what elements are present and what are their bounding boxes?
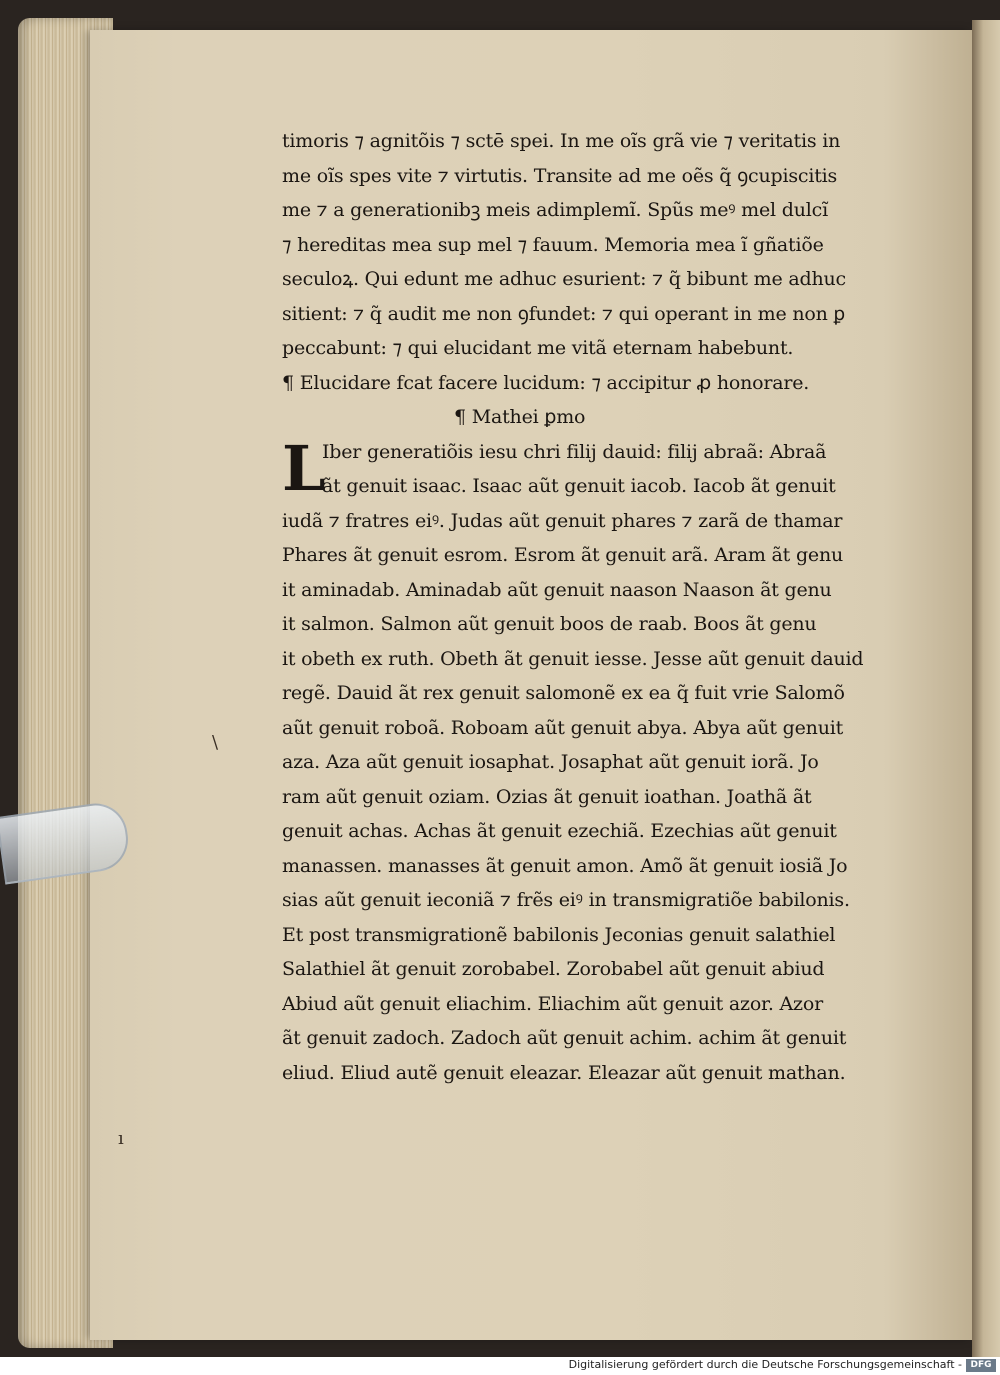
chapter-heading: ¶ Mathei ꝑmo [454, 406, 586, 428]
text-line: it obeth ex ruth. Obeth ãt genuit iesse. Jesse aũt genuit dauid [282, 647, 864, 670]
text-line: it aminadab. Aminadab aũt genuit naason Naason ãt genu [282, 578, 832, 601]
text-line: ⁊ hereditas mea sup mel ⁊ fauum. Memoria mea ĩ gñatiõe [282, 233, 824, 256]
text-line: iudã ⁊ fratres eiꝰ. Judas aũt genuit phares ⁊ zarã de thamar [282, 509, 843, 532]
footer-bar [0, 1357, 1000, 1375]
text-line: ãt genuit isaac. Isaac aũt genuit iacob. Iacob ãt genuit [322, 475, 836, 497]
text-line: it salmon. Salmon aũt genuit boos de raab. Boos ãt genu [282, 613, 817, 635]
margin-mark: \ [212, 732, 219, 753]
text-line: me oĩs spes vite ⁊ virtutis. Transite ad me oẽs q̃ ꝯcupiscitis [282, 164, 838, 187]
dfg-logo: DFG [966, 1359, 996, 1372]
text-line: Iber generatiõis iesu chri filij dauid: filij abraã: Abraã [322, 440, 827, 463]
first-paragraph [282, 431, 882, 505]
text-line: me ⁊ a generationibꝫ meis adimplemĩ. Spũs meꝰ mel dulcĩ [282, 199, 828, 221]
text-block [282, 124, 882, 1090]
text-line: Et post transmigrationẽ babilonis Jeconias genuit salathiel [282, 923, 836, 946]
drop-cap: L [282, 431, 326, 505]
text-line: ram aũt genuit oziam. Ozias ãt genuit ioathan. Joathã ãt [282, 785, 812, 808]
text-line: ãt genuit zadoch. Zadoch aũt genuit achim. achim ãt genuit [282, 1027, 847, 1049]
book-gutter [972, 20, 1000, 1357]
text-line: aũt genuit roboã. Roboam aũt genuit abya. Abya aũt genuit [282, 716, 844, 739]
text-line: sias aũt genuit ieconiã ⁊ frẽs eiꝰ in transmigratiõe babilonis. [282, 889, 850, 911]
text-line: Abiud aũt genuit eliachim. Eliachim aũt genuit azor. Azor [282, 992, 823, 1015]
text-line: timoris ⁊ agnitõis ⁊ sctē spei. In me oĩs grã vie ⁊ veritatis in [282, 130, 841, 152]
text-line: Phares ãt genuit esrom. Esrom ãt genuit arã. Aram ãt genu [282, 544, 844, 566]
text-line: regẽ. Dauid ãt rex genuit salomonẽ ex ea q̃ fuit vrie Salomõ [282, 682, 845, 704]
text-line: eliud. Eliud autẽ genuit eleazar. Eleazar aũt genuit mathan. [282, 1061, 846, 1084]
funding-credit: Digitalisierung gefördert durch die Deutsche Forschungsgemeinschaft - [568, 1358, 962, 1371]
text-line: Salathiel ãt genuit zorobabel. Zorobabel aũt genuit abiud [282, 958, 825, 980]
text-line: genuit achas. Achas ãt genuit ezechiã. Ezechias aũt genuit [282, 820, 837, 842]
text-line: manassen. manasses ãt genuit amon. Amõ ãt genuit iosiã Jo [282, 854, 848, 877]
text-line: ¶ Elucidare fcat facere lucidum: ⁊ accipitur ꝓ honorare. [282, 371, 810, 394]
text-line: aza. Aza aũt genuit iosaphat. Josaphat aũt genuit iorã. Jo [282, 751, 819, 773]
margin-mark: ı [118, 1128, 124, 1149]
text-line: peccabunt: ⁊ qui elucidant me vitã eternam habebunt. [282, 337, 794, 359]
text-line: seculoꝝ. Qui edunt me adhuc esurient: ⁊ q̃ bibunt me adhuc [282, 268, 846, 290]
text-line: sitient: ⁊ q̃ audit me non ꝯfundet: ⁊ qui operant in me non ꝑ [282, 302, 845, 325]
